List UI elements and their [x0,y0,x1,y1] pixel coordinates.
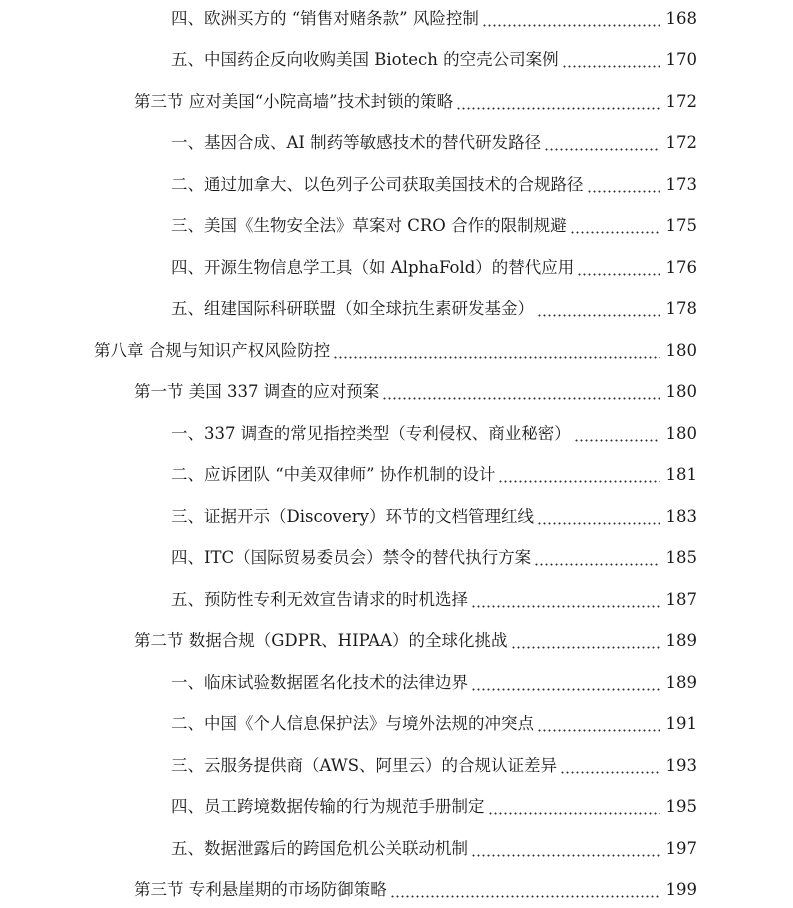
toc-entry-page: 180 [665,424,697,443]
dot-leader [537,506,660,528]
toc-entry-page: 191 [665,714,697,733]
dot-leader [382,381,660,403]
toc-entry[interactable] [0,166,793,196]
toc-entry-title: 二、应诉团队 “中美双律师” 协作机制的设计 [171,465,496,484]
toc-entry-title: 二、中国《个人信息保护法》与境外法规的冲突点 [171,714,534,733]
toc-entry-page: 199 [665,880,697,899]
toc-entry-page: 197 [665,839,697,858]
dot-leader [544,132,660,154]
toc-entry-page: 175 [665,216,697,235]
dot-leader [562,49,660,71]
dot-leader [577,257,660,279]
toc-entry-title: 五、预防性专利无效宣告请求的时机选择 [171,590,468,609]
toc-entry-page: 185 [665,548,697,567]
toc-entry-page: 176 [665,258,697,277]
dot-leader [534,547,660,569]
toc-entry[interactable] [0,207,793,237]
toc-entry[interactable] [0,373,793,403]
dot-leader [488,796,661,818]
toc-entry-title: 五、数据泄露后的跨国危机公关联动机制 [171,839,468,858]
dot-leader [333,340,660,362]
toc-entry-page: 181 [665,465,697,484]
toc-entry-title: 四、ITC（国际贸易委员会）禁令的替代执行方案 [171,548,532,567]
toc-entry-page: 183 [665,507,697,526]
toc-entry-page: 193 [665,756,697,775]
toc-entry-title: 二、通过加拿大、以色列子公司获取美国技术的合规路径 [171,175,584,194]
toc-entry-title: 三、云服务提供商（AWS、阿里云）的合规认证差异 [171,756,558,775]
toc-entry-title: 第三节 应对美国“小院高墙”技术封锁的策略 [134,92,454,111]
toc-entry[interactable] [0,498,793,528]
dot-leader [537,713,660,735]
toc-entry[interactable] [0,290,793,320]
toc-entry-title: 四、员工跨境数据传输的行为规范手册制定 [171,797,485,816]
toc-entry-page: 170 [665,50,697,69]
dot-leader [456,91,660,113]
toc-entry[interactable] [0,664,793,694]
toc-entry-page: 168 [665,9,697,28]
toc-entry-title: 四、欧洲买方的 “销售对赌条款” 风险控制 [171,9,479,28]
toc-entry-title: 三、美国《生物安全法》草案对 CRO 合作的限制规避 [171,216,567,235]
toc-entry-page: 189 [665,673,697,692]
toc-entry-title: 四、开源生物信息学工具（如 AlphaFold）的替代应用 [171,258,575,277]
toc-entry[interactable] [0,124,793,154]
toc-entry[interactable] [0,83,793,113]
toc-entry-title: 三、证据开示（Discovery）环节的文档管理红线 [171,507,534,526]
toc-entry-page: 195 [665,797,697,816]
toc-entry[interactable] [0,871,793,901]
dot-leader [574,423,660,445]
dot-leader [570,215,660,237]
toc-entry-title: 五、组建国际科研联盟（如全球抗生素研发基金） [171,299,534,318]
toc-entry[interactable] [0,705,793,735]
toc-entry[interactable] [0,41,793,71]
toc-entry-page: 172 [665,92,697,111]
toc-entry-title: 第二节 数据合规（GDPR、HIPAA）的全球化挑战 [134,631,508,650]
toc-entry[interactable] [0,622,793,652]
dot-leader [587,174,661,196]
toc-entry[interactable] [0,539,793,569]
toc-entry[interactable] [0,332,793,362]
toc-entry[interactable] [0,788,793,818]
toc-entry-page: 178 [665,299,697,318]
dot-leader [471,589,660,611]
toc-entry-title: 五、中国药企反向收购美国 Biotech 的空壳公司案例 [171,50,559,69]
toc-entry-page: 173 [665,175,697,194]
toc-entry-title: 一、临床试验数据匿名化技术的法律边界 [171,673,468,692]
toc-entry[interactable] [0,747,793,777]
toc-entry[interactable] [0,456,793,486]
toc-entry[interactable] [0,830,793,860]
toc-entry-title: 第一节 美国 337 调查的应对预案 [134,382,380,401]
dot-leader [511,630,660,652]
dot-leader [471,672,660,694]
dot-leader [471,838,660,860]
toc-entry[interactable] [0,249,793,279]
toc-entry-title: 第三节 专利悬崖期的市场防御策略 [134,880,387,899]
toc-entry-page: 180 [665,382,697,401]
toc-entry-page: 172 [665,133,697,152]
toc-entry-title: 一、337 调查的常见指控类型（专利侵权、商业秘密） [171,424,571,443]
dot-leader [482,8,660,30]
toc-entry[interactable] [0,0,793,30]
toc-entry-title: 一、基因合成、AI 制药等敏感技术的替代研发路径 [171,133,542,152]
dot-leader [560,755,660,777]
dot-leader [537,298,660,320]
dot-leader [390,879,660,901]
toc-entry-page: 189 [665,631,697,650]
toc-entry-page: 187 [665,590,697,609]
toc-entry-title: 第八章 合规与知识产权风险防控 [94,341,331,360]
toc-entry[interactable] [0,415,793,445]
toc-entry-page: 180 [665,341,697,360]
toc-entry[interactable] [0,581,793,611]
dot-leader [498,464,660,486]
